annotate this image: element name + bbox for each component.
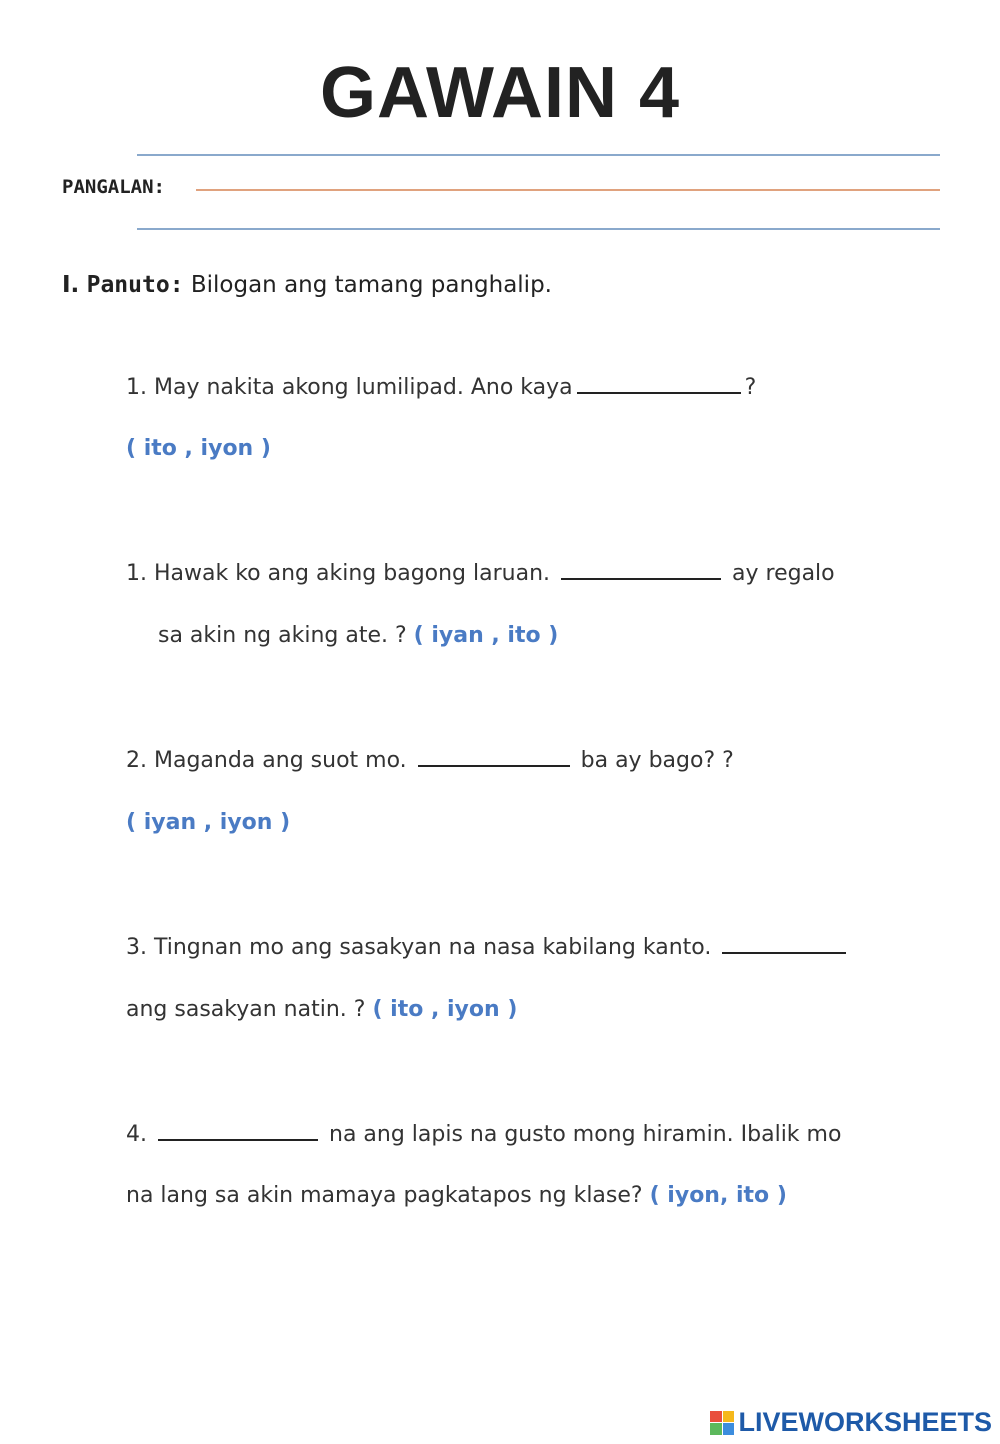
question-1-blank[interactable] (577, 372, 741, 394)
liveworksheets-text: LIVEWORKSHEETS (738, 1407, 992, 1437)
question-1-text: 1. May nakita akong lumilipad. Ano kaya (126, 375, 573, 400)
worksheet-title: GAWAIN 4 (319, 53, 681, 133)
question-5-number: 4. (126, 1122, 147, 1147)
question-1-choices[interactable]: ( ito , iyon ) (126, 436, 271, 461)
question-2-line-2 (158, 621, 558, 651)
question-4-line (126, 932, 850, 963)
question-5-line (126, 1119, 841, 1150)
name-label: PANGALAN: (62, 176, 165, 198)
liveworksheets-watermark (710, 1407, 992, 1438)
name-line-top (137, 154, 940, 156)
question-5-text: na ang lapis na gusto mong hiramin. Ibalik mo (329, 1122, 842, 1147)
question-3-text: 2. Maganda ang suot mo. (126, 748, 407, 773)
question-4-choices[interactable]: ( ito , iyon ) (372, 997, 518, 1022)
question-2-blank[interactable] (561, 558, 721, 580)
question-4-text-2: ang sasakyan natin. ? (126, 997, 366, 1022)
name-line-bottom (137, 228, 940, 230)
question-5-line-2 (126, 1181, 787, 1211)
question-4-blank[interactable] (722, 932, 846, 954)
question-5-text-2: na lang sa akin mamaya pagkatapos ng klase? (126, 1183, 643, 1208)
question-5-blank[interactable] (158, 1119, 318, 1141)
question-3-line (126, 745, 734, 776)
question-5-choices[interactable]: ( iyon, ito ) (649, 1183, 787, 1208)
question-2-text: 1. Hawak ko ang aking bagong laruan. (126, 561, 551, 586)
question-4-line-2 (126, 995, 517, 1025)
question-3-end: ba ay bago? ? (580, 748, 734, 773)
question-3-choices[interactable]: ( iyan , iyon ) (126, 810, 291, 835)
instructions-text: Bilogan ang tamang panghalip. (190, 272, 552, 298)
question-2-text-2: sa akin ng aking ate. ? (158, 623, 407, 648)
question-2-line (126, 558, 835, 589)
question-1-end: ? (744, 375, 757, 400)
instructions (62, 272, 552, 298)
name-input-line[interactable] (196, 189, 940, 191)
question-1-line (126, 372, 756, 403)
liveworksheets-logo-icon (710, 1411, 734, 1435)
question-2-choices[interactable]: ( iyan , ito ) (413, 623, 559, 648)
question-4-text: 3. Tingnan mo ang sasakyan na nasa kabilang kanto. (126, 935, 712, 960)
instructions-label: Panuto: (86, 272, 184, 298)
instructions-number: I. (62, 272, 80, 298)
question-3-blank[interactable] (418, 745, 570, 767)
question-2-end: ay regalo (732, 561, 835, 586)
